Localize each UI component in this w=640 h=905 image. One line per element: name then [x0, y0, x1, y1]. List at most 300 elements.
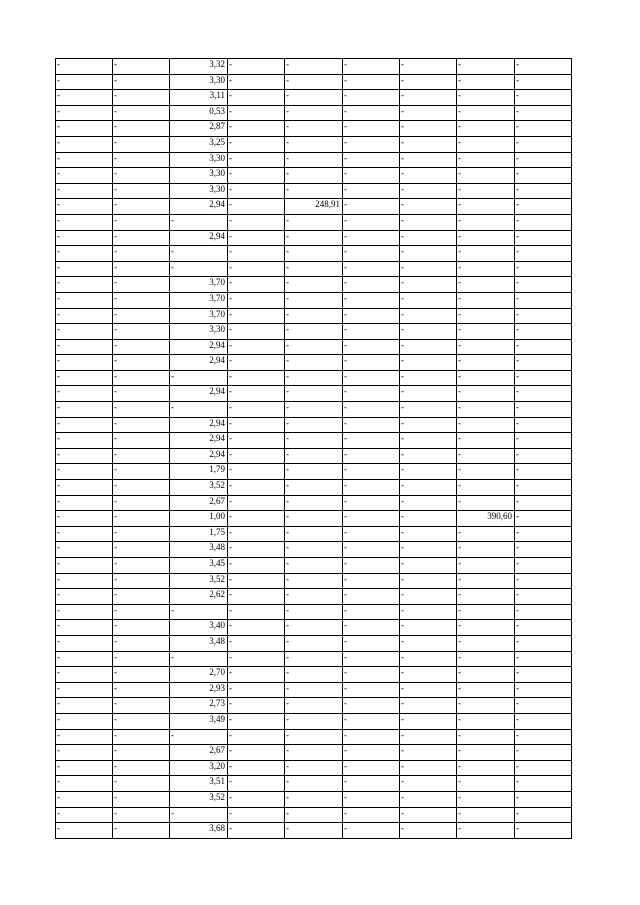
- table-cell: -: [457, 261, 515, 277]
- table-cell: -: [343, 823, 400, 839]
- table-cell: -: [285, 105, 343, 121]
- table-cell: -: [285, 402, 343, 418]
- table-cell: 3,20: [170, 760, 228, 776]
- table-cell: -: [457, 324, 515, 340]
- table-cell: -: [228, 604, 285, 620]
- table-cell: -: [170, 402, 228, 418]
- table-cell: -: [457, 667, 515, 683]
- table-cell: -: [400, 183, 457, 199]
- table-cell: -: [228, 292, 285, 308]
- table-cell: -: [343, 433, 400, 449]
- table-cell: -: [56, 620, 113, 636]
- table-cell: -: [228, 402, 285, 418]
- table-cell: -: [228, 214, 285, 230]
- table-cell: -: [457, 402, 515, 418]
- table-cell: -: [228, 199, 285, 215]
- table-cell: -: [56, 589, 113, 605]
- table-cell: -: [56, 402, 113, 418]
- table-cell: -: [343, 183, 400, 199]
- table-cell: -: [285, 448, 343, 464]
- table-cell: -: [228, 74, 285, 90]
- table-cell: -: [400, 558, 457, 574]
- table-cell: -: [343, 261, 400, 277]
- table-cell: -: [113, 246, 170, 262]
- table-cell: -: [113, 511, 170, 527]
- table-cell: 2,94: [170, 386, 228, 402]
- table-cell: 2,94: [170, 199, 228, 215]
- table-row: [56, 277, 572, 293]
- table-cell: -: [515, 807, 572, 823]
- table-row: [56, 370, 572, 386]
- table-cell: -: [228, 230, 285, 246]
- table-cell: -: [515, 292, 572, 308]
- table-cell: -: [228, 620, 285, 636]
- table-cell: -: [285, 495, 343, 511]
- table-cell: -: [457, 277, 515, 293]
- table-cell: -: [400, 573, 457, 589]
- table-cell: -: [56, 667, 113, 683]
- table-cell: -: [113, 433, 170, 449]
- table-cell: -: [56, 105, 113, 121]
- table-cell: -: [228, 729, 285, 745]
- table-cell: -: [285, 480, 343, 496]
- table-cell: -: [343, 464, 400, 480]
- table-cell: -: [113, 152, 170, 168]
- table-cell: -: [343, 776, 400, 792]
- table-cell: -: [56, 199, 113, 215]
- table-cell: 3,49: [170, 713, 228, 729]
- table-cell: -: [343, 74, 400, 90]
- table-cell: -: [56, 651, 113, 667]
- table-cell: -: [457, 74, 515, 90]
- table-cell: -: [400, 105, 457, 121]
- table-cell: 3,52: [170, 791, 228, 807]
- table-cell: -: [343, 59, 400, 75]
- table-cell: -: [56, 355, 113, 371]
- table-row: [56, 760, 572, 776]
- table-cell: -: [515, 823, 572, 839]
- table-cell: -: [56, 698, 113, 714]
- table-cell: -: [228, 776, 285, 792]
- table-cell: -: [113, 635, 170, 651]
- table-cell: -: [400, 199, 457, 215]
- table-cell: -: [343, 199, 400, 215]
- table-cell: -: [170, 729, 228, 745]
- table-cell: -: [56, 791, 113, 807]
- table-cell: -: [343, 105, 400, 121]
- table-cell: -: [113, 417, 170, 433]
- table-cell: 3,30: [170, 74, 228, 90]
- table-cell: -: [457, 246, 515, 262]
- table-cell: -: [343, 635, 400, 651]
- table-cell: -: [457, 230, 515, 246]
- table-cell: -: [343, 542, 400, 558]
- table-cell: -: [515, 729, 572, 745]
- table-cell: -: [56, 136, 113, 152]
- table-cell: -: [113, 448, 170, 464]
- table-cell: -: [400, 713, 457, 729]
- table-cell: -: [113, 558, 170, 574]
- table-row: [56, 464, 572, 480]
- table-row: [56, 152, 572, 168]
- table-cell: -: [400, 214, 457, 230]
- table-cell: -: [56, 526, 113, 542]
- table-cell: -: [457, 136, 515, 152]
- table-cell: -: [113, 776, 170, 792]
- table-cell: -: [343, 136, 400, 152]
- table-cell: -: [400, 760, 457, 776]
- table-cell: 3,68: [170, 823, 228, 839]
- table-row: [56, 308, 572, 324]
- data-table-body: [56, 59, 572, 839]
- table-cell: -: [343, 370, 400, 386]
- table-cell: -: [515, 448, 572, 464]
- table-cell: -: [56, 121, 113, 137]
- table-cell: -: [457, 729, 515, 745]
- table-cell: -: [113, 729, 170, 745]
- table-cell: -: [285, 511, 343, 527]
- table-cell: -: [56, 90, 113, 106]
- table-cell: -: [400, 370, 457, 386]
- table-cell: -: [170, 651, 228, 667]
- table-cell: -: [113, 308, 170, 324]
- table-cell: -: [515, 604, 572, 620]
- table-cell: -: [457, 791, 515, 807]
- table-cell: -: [457, 698, 515, 714]
- table-cell: -: [285, 292, 343, 308]
- table-cell: -: [56, 760, 113, 776]
- table-cell: -: [457, 121, 515, 137]
- table-cell: -: [170, 604, 228, 620]
- table-row: [56, 776, 572, 792]
- table-row: [56, 511, 572, 527]
- table-cell: -: [228, 339, 285, 355]
- table-cell: -: [228, 542, 285, 558]
- table-cell: -: [113, 682, 170, 698]
- table-cell: -: [400, 339, 457, 355]
- table-cell: -: [515, 573, 572, 589]
- table-cell: -: [113, 277, 170, 293]
- table-row: [56, 807, 572, 823]
- table-cell: -: [228, 355, 285, 371]
- table-cell: -: [400, 308, 457, 324]
- table-cell: -: [515, 511, 572, 527]
- table-cell: -: [515, 74, 572, 90]
- table-cell: -: [170, 370, 228, 386]
- table-cell: -: [228, 370, 285, 386]
- table-cell: -: [515, 136, 572, 152]
- table-cell: -: [457, 682, 515, 698]
- table-cell: -: [515, 667, 572, 683]
- table-cell: -: [400, 464, 457, 480]
- table-row: [56, 589, 572, 605]
- table-cell: -: [228, 760, 285, 776]
- table-cell: 3,45: [170, 558, 228, 574]
- table-cell: -: [457, 745, 515, 761]
- table-cell: -: [515, 230, 572, 246]
- table-cell: -: [56, 511, 113, 527]
- table-cell: -: [113, 823, 170, 839]
- table-row: [56, 698, 572, 714]
- table-cell: -: [228, 324, 285, 340]
- table-cell: -: [457, 105, 515, 121]
- table-cell: -: [113, 136, 170, 152]
- table-cell: -: [228, 698, 285, 714]
- table-cell: 3,48: [170, 542, 228, 558]
- table-cell: -: [285, 823, 343, 839]
- table-row: [56, 823, 572, 839]
- table-cell: -: [170, 246, 228, 262]
- table-cell: -: [113, 464, 170, 480]
- table-cell: -: [515, 386, 572, 402]
- table-row: [56, 59, 572, 75]
- table-cell: 3,30: [170, 183, 228, 199]
- table-cell: -: [56, 495, 113, 511]
- table-cell: -: [56, 246, 113, 262]
- table-row: [56, 713, 572, 729]
- table-cell: -: [113, 324, 170, 340]
- table-cell: -: [228, 261, 285, 277]
- table-cell: -: [228, 168, 285, 184]
- table-row: [56, 620, 572, 636]
- table-cell: -: [285, 74, 343, 90]
- table-cell: -: [457, 651, 515, 667]
- table-cell: -: [457, 199, 515, 215]
- table-cell: -: [343, 402, 400, 418]
- table-cell: -: [400, 121, 457, 137]
- table-cell: -: [285, 526, 343, 542]
- table-cell: -: [400, 59, 457, 75]
- table-row: [56, 791, 572, 807]
- table-cell: -: [457, 542, 515, 558]
- table-row: [56, 542, 572, 558]
- table-cell: -: [56, 713, 113, 729]
- table-cell: -: [113, 713, 170, 729]
- table-cell: -: [515, 620, 572, 636]
- table-cell: -: [400, 324, 457, 340]
- table-cell: -: [457, 807, 515, 823]
- table-cell: -: [400, 745, 457, 761]
- table-cell: -: [515, 542, 572, 558]
- table-cell: -: [400, 355, 457, 371]
- table-cell: -: [56, 59, 113, 75]
- table-cell: -: [56, 339, 113, 355]
- table-cell: -: [113, 542, 170, 558]
- table-cell: -: [113, 526, 170, 542]
- table-cell: 3,52: [170, 480, 228, 496]
- table-cell: -: [343, 277, 400, 293]
- table-cell: -: [285, 214, 343, 230]
- table-cell: -: [285, 59, 343, 75]
- table-cell: -: [515, 105, 572, 121]
- table-row: [56, 745, 572, 761]
- table-cell: -: [400, 542, 457, 558]
- table-cell: -: [228, 682, 285, 698]
- table-cell: -: [285, 433, 343, 449]
- table-cell: -: [56, 277, 113, 293]
- table-cell: 2,70: [170, 667, 228, 683]
- table-cell: -: [457, 59, 515, 75]
- table-cell: -: [400, 635, 457, 651]
- table-cell: -: [400, 729, 457, 745]
- table-cell: -: [228, 246, 285, 262]
- table-cell: -: [343, 729, 400, 745]
- table-cell: -: [343, 682, 400, 698]
- table-cell: -: [400, 495, 457, 511]
- table-cell: 3,32: [170, 59, 228, 75]
- table-cell: -: [228, 573, 285, 589]
- table-cell: -: [343, 495, 400, 511]
- table-row: [56, 214, 572, 230]
- table-cell: -: [285, 277, 343, 293]
- table-cell: -: [515, 526, 572, 542]
- table-cell: -: [285, 729, 343, 745]
- table-cell: -: [343, 760, 400, 776]
- table-cell: -: [285, 417, 343, 433]
- table-cell: -: [113, 651, 170, 667]
- table-cell: -: [56, 480, 113, 496]
- table-row: [56, 495, 572, 511]
- table-cell: -: [343, 558, 400, 574]
- table-cell: -: [228, 511, 285, 527]
- table-cell: -: [113, 604, 170, 620]
- table-cell: -: [400, 152, 457, 168]
- table-cell: -: [343, 651, 400, 667]
- table-cell: -: [56, 74, 113, 90]
- table-cell: -: [228, 105, 285, 121]
- table-row: [56, 168, 572, 184]
- table-cell: -: [285, 745, 343, 761]
- table-cell: -: [285, 620, 343, 636]
- table-cell: -: [228, 651, 285, 667]
- table-cell: -: [457, 480, 515, 496]
- table-cell: -: [400, 807, 457, 823]
- table-row: [56, 729, 572, 745]
- table-cell: -: [113, 214, 170, 230]
- table-cell: -: [56, 417, 113, 433]
- table-cell: -: [113, 791, 170, 807]
- table-cell: -: [113, 667, 170, 683]
- table-cell: -: [515, 651, 572, 667]
- table-cell: -: [457, 355, 515, 371]
- table-cell: -: [285, 807, 343, 823]
- table-cell: -: [343, 713, 400, 729]
- table-cell: -: [228, 433, 285, 449]
- table-cell: -: [515, 558, 572, 574]
- table-cell: -: [228, 59, 285, 75]
- table-cell: -: [343, 355, 400, 371]
- table-cell: -: [228, 589, 285, 605]
- table-cell: -: [285, 246, 343, 262]
- table-row: [56, 261, 572, 277]
- table-cell: -: [400, 667, 457, 683]
- table-row: [56, 480, 572, 496]
- table-cell: -: [457, 558, 515, 574]
- table-cell: -: [343, 480, 400, 496]
- table-cell: -: [343, 511, 400, 527]
- table-cell: -: [228, 121, 285, 137]
- table-cell: 2,93: [170, 682, 228, 698]
- table-cell: -: [457, 823, 515, 839]
- table-cell: 3,52: [170, 573, 228, 589]
- table-cell: 2,62: [170, 589, 228, 605]
- table-cell: -: [113, 355, 170, 371]
- table-cell: 2,94: [170, 339, 228, 355]
- table-cell: -: [285, 651, 343, 667]
- table-cell: -: [457, 589, 515, 605]
- table-cell: -: [228, 745, 285, 761]
- table-cell: -: [400, 589, 457, 605]
- table-row: [56, 402, 572, 418]
- table-cell: -: [228, 713, 285, 729]
- table-cell: -: [400, 136, 457, 152]
- table-cell: -: [343, 308, 400, 324]
- table-row: [56, 635, 572, 651]
- table-cell: -: [515, 682, 572, 698]
- table-cell: 1,79: [170, 464, 228, 480]
- table-cell: -: [228, 635, 285, 651]
- table-row: [56, 526, 572, 542]
- table-cell: -: [285, 713, 343, 729]
- table-cell: -: [515, 308, 572, 324]
- table-row: [56, 105, 572, 121]
- table-row: [56, 558, 572, 574]
- table-cell: -: [515, 168, 572, 184]
- table-cell: -: [343, 589, 400, 605]
- table-cell: -: [113, 339, 170, 355]
- table-cell: -: [113, 620, 170, 636]
- table-cell: -: [515, 152, 572, 168]
- table-cell: 3,70: [170, 308, 228, 324]
- table-cell: -: [170, 261, 228, 277]
- table-row: [56, 417, 572, 433]
- table-cell: -: [56, 433, 113, 449]
- table-cell: 3,30: [170, 168, 228, 184]
- table-row: [56, 183, 572, 199]
- table-row: [56, 90, 572, 106]
- table-cell: -: [343, 807, 400, 823]
- table-row: [56, 573, 572, 589]
- table-cell: -: [400, 386, 457, 402]
- table-cell: -: [113, 121, 170, 137]
- table-cell: 0,53: [170, 105, 228, 121]
- table-cell: -: [515, 464, 572, 480]
- table-cell: -: [515, 589, 572, 605]
- table-cell: -: [343, 214, 400, 230]
- table-cell: 1,00: [170, 511, 228, 527]
- table-cell: 3,70: [170, 277, 228, 293]
- table-cell: -: [285, 698, 343, 714]
- table-cell: -: [515, 495, 572, 511]
- table-cell: -: [400, 90, 457, 106]
- table-cell: -: [228, 448, 285, 464]
- table-cell: 3,30: [170, 324, 228, 340]
- table-cell: -: [343, 246, 400, 262]
- table-cell: -: [285, 791, 343, 807]
- table-cell: -: [113, 745, 170, 761]
- table-row: [56, 651, 572, 667]
- table-cell: -: [343, 168, 400, 184]
- table-cell: -: [515, 417, 572, 433]
- table-cell: -: [56, 464, 113, 480]
- table-cell: -: [515, 776, 572, 792]
- table-cell: -: [457, 526, 515, 542]
- table-cell: -: [113, 760, 170, 776]
- table-cell: -: [56, 292, 113, 308]
- table-cell: -: [56, 214, 113, 230]
- table-cell: -: [343, 604, 400, 620]
- table-cell: -: [400, 168, 457, 184]
